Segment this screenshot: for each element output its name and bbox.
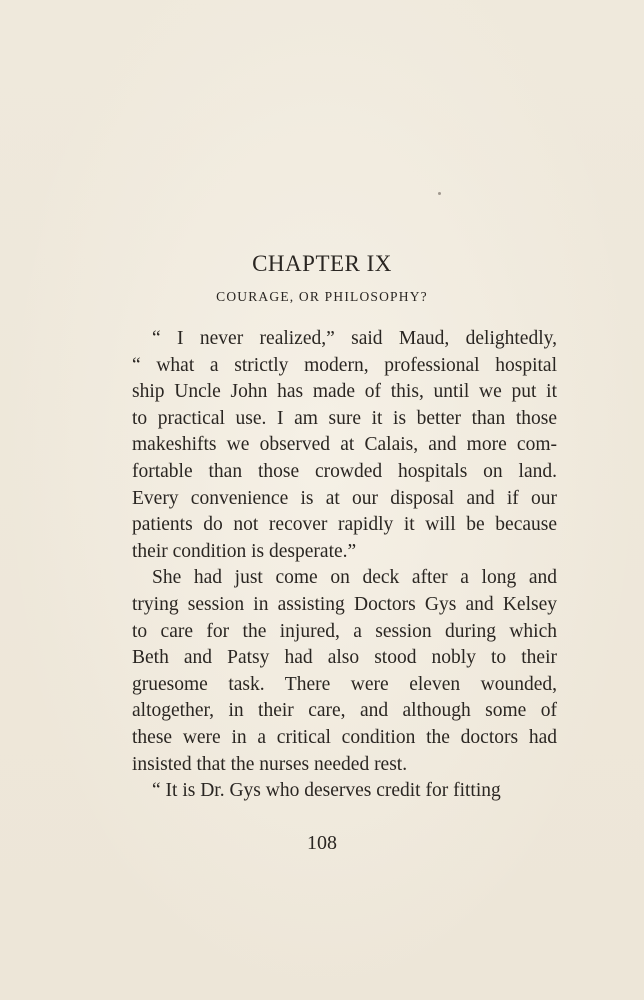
paragraph [132, 565, 557, 778]
body-text [132, 326, 557, 805]
text-line: Beth and Patsy had also stood nobly to their [132, 647, 557, 669]
text-line: patients do not recover rapidly it will be because [132, 514, 557, 536]
text-line: She had just come on deck after a long and [152, 567, 557, 589]
text-line: altogether, in their care, and although some of [132, 700, 557, 722]
page-number: 108 [307, 832, 337, 854]
text-line: gruesome task. There were eleven wounded, [132, 673, 557, 695]
text-line: “ It is Dr. Gys who deserves credit for fitting [152, 780, 501, 802]
text-line: to care for the injured, a session during which [132, 620, 557, 642]
text-line: “ what a strictly modern, professional hospital [132, 354, 557, 376]
chapter-title: CHAPTER IX [252, 251, 392, 276]
chapter-subtitle: COURAGE, OR PHILOSOPHY? [216, 289, 428, 304]
text-line: Every convenience is at our disposal and if our [132, 487, 557, 509]
paragraph [132, 326, 557, 565]
text-line: “ I never realized,” said Maud, delightedly, [152, 328, 557, 349]
text-line: fortable than those crowded hospitals on land. [132, 460, 557, 482]
text-line: makeshifts we observed at Calais, and more com- [132, 434, 557, 456]
paper-speck [438, 192, 441, 195]
text-line: their condition is desperate.” [132, 540, 357, 562]
text-line: trying session in assisting Doctors Gys and Kelsey [132, 593, 557, 615]
text-line: these were in a critical condition the doctors had [132, 726, 557, 748]
paragraph [132, 778, 557, 805]
text-line: to practical use. I am sure it is better than those [132, 407, 557, 429]
text-line: insisted that the nurses needed rest. [132, 753, 408, 775]
text-line: ship Uncle John has made of this, until we put it [132, 381, 557, 403]
